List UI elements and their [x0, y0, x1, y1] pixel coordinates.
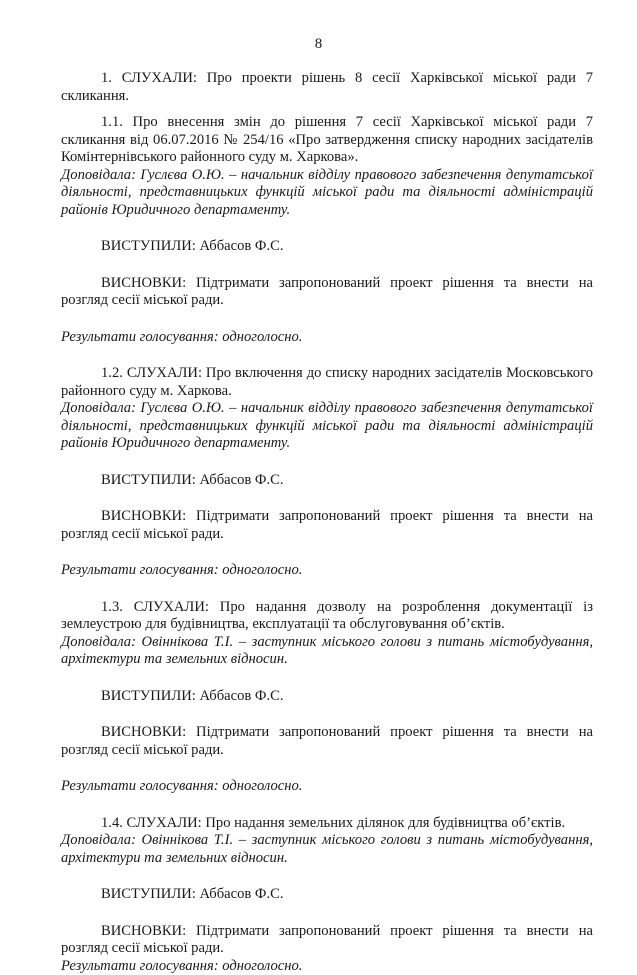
agenda-item [61, 114, 593, 346]
section-heading: 1. СЛУХАЛИ: Про проекти рішень 8 сесії Харківської міської ради 7 скликання. [61, 70, 593, 105]
document-body [61, 70, 593, 975]
agenda-item [61, 815, 593, 975]
item-heard: 1.3. СЛУХАЛИ: Про надання дозволу на розроблення документації із землеустрою для будівництва, експлуатації та обслуговування об’єктів. [61, 599, 593, 634]
item-spoke: ВИСТУПИЛИ: Аббасов Ф.С. [61, 472, 593, 490]
item-vote: Результати голосування: одноголосно. [61, 958, 593, 975]
item-reporter: Доповідала: Овіннікова Т.І. – заступник міського голови з питань містобудування, архітектури та земельних відносин. [61, 634, 593, 669]
item-heard: 1.2. СЛУХАЛИ: Про включення до списку народних засідателів Московського районного суду м. Харкова. [61, 365, 593, 400]
item-spoke: ВИСТУПИЛИ: Аббасов Ф.С. [61, 886, 593, 904]
item-conclusion: ВИСНОВКИ: Підтримати запропонований проект рішення та внести на розгляд сесії міської ради. [61, 275, 593, 310]
item-spoke: ВИСТУПИЛИ: Аббасов Ф.С. [61, 688, 593, 706]
item-conclusion: ВИСНОВКИ: Підтримати запропонований проект рішення та внести на розгляд сесії міської ради. [61, 724, 593, 759]
agenda-item [61, 365, 593, 580]
item-spoke: ВИСТУПИЛИ: Аббасов Ф.С. [61, 238, 593, 256]
page-number: 8 [0, 36, 637, 54]
item-heard: 1.1. Про внесення змін до рішення 7 сесії Харківської міської ради 7 скликання від 06.07.2016 № 254/16 «Про затвердження списку народних засідателів Комінтернівського районного суду м. Харкова». [61, 114, 593, 167]
item-conclusion: ВИСНОВКИ: Підтримати запропонований проект рішення та внести на розгляд сесії міської ради. [61, 923, 593, 958]
item-vote: Результати голосування: одноголосно. [61, 778, 593, 796]
agenda-item [61, 599, 593, 796]
item-reporter: Доповідала: Овіннікова Т.І. – заступник міського голови з питань містобудування, архітектури та земельних відносин. [61, 832, 593, 867]
item-conclusion: ВИСНОВКИ: Підтримати запропонований проект рішення та внести на розгляд сесії міської ради. [61, 508, 593, 543]
item-reporter: Доповідала: Гуслєва О.Ю. – начальник відділу правового забезпечення депутатської діяльності, представницьких функцій міської ради та діяльності адміністрацій районів Юридичного департаменту. [61, 167, 593, 220]
item-heard: 1.4. СЛУХАЛИ: Про надання земельних ділянок для будівництва об’єктів. [61, 815, 593, 833]
item-vote: Результати голосування: одноголосно. [61, 562, 593, 580]
item-vote: Результати голосування: одноголосно. [61, 329, 593, 347]
item-reporter: Доповідала: Гуслєва О.Ю. – начальник відділу правового забезпечення депутатської діяльності, представницьких функцій міської ради та діяльності адміністрацій районів Юридичного департаменту. [61, 400, 593, 453]
